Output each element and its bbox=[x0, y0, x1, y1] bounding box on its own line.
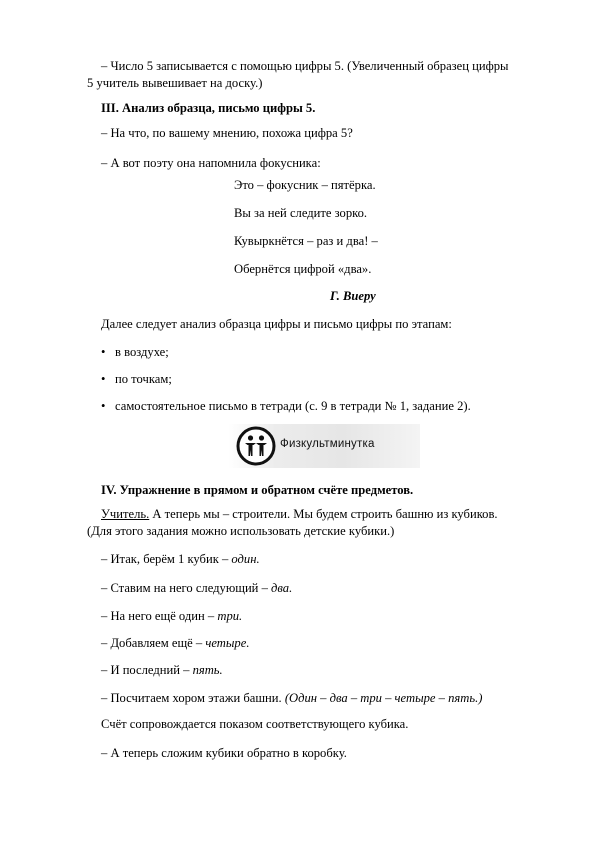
chorus-line bbox=[101, 691, 482, 706]
section-3-heading: III. Анализ образца, письмо цифры 5. bbox=[101, 101, 316, 115]
bullet-text: самостоятельное письмо в тетради (с. 9 в тетради № 1, задание 2). bbox=[115, 399, 471, 413]
question-line: – На что, по вашему мнению, похожа цифра 5? bbox=[101, 126, 353, 140]
bullet-symbol: • bbox=[101, 372, 106, 386]
count-step-3 bbox=[101, 609, 242, 624]
teacher-label: Учитель. bbox=[101, 507, 150, 521]
final-line: – А теперь сложим кубики обратно в коробку. bbox=[101, 746, 347, 760]
banner-label: Физкультминутка bbox=[280, 438, 375, 450]
note-line: Счёт сопровождается показом соответствующего кубика. bbox=[101, 717, 409, 731]
count-step-4 bbox=[101, 636, 249, 651]
bullet-symbol: • bbox=[101, 345, 106, 359]
bullet-text: в воздухе; bbox=[115, 345, 169, 359]
paragraph-line-2: 5 учитель вывешивает на доску.) bbox=[87, 76, 263, 90]
bullet-item-dots bbox=[101, 372, 172, 387]
step-answer: пять. bbox=[192, 663, 223, 677]
chorus-text: – Посчитаем хором этажи башни. bbox=[101, 691, 285, 705]
step-answer: один. bbox=[231, 552, 260, 566]
poem-line-2: Вы за ней следите зорко. bbox=[234, 206, 368, 220]
step-text: – И последний – bbox=[101, 663, 193, 677]
step-text: – Добавляем ещё – bbox=[101, 636, 206, 650]
poem-line-3: Кувыркнётся – раз и два! – bbox=[234, 234, 378, 248]
bullet-symbol: • bbox=[101, 399, 106, 413]
step-answer: два. bbox=[271, 581, 293, 595]
teacher-text: А теперь мы – строители. Мы будем строить башню из кубиков. bbox=[149, 507, 498, 521]
poem-line-1: Это – фокусник – пятёрка. bbox=[234, 178, 376, 192]
paragraph-line-1: – Число 5 записывается с помощью цифры 5. (Увеличенный образец цифры bbox=[101, 59, 509, 73]
bullet-item-notebook bbox=[101, 399, 471, 414]
count-step-1 bbox=[101, 552, 260, 567]
poem-line-4: Обернётся цифрой «два». bbox=[234, 262, 372, 276]
poet-intro-line: – А вот поэту она напомнила фокусника: bbox=[101, 156, 321, 170]
step-answer: три. bbox=[217, 609, 243, 623]
fizkultminutka-banner bbox=[228, 424, 420, 468]
step-text: – На него ещё один – bbox=[101, 609, 218, 623]
chorus-answer: (Один – два – три – четыре – пять.) bbox=[284, 691, 483, 705]
count-step-5 bbox=[101, 663, 223, 678]
teacher-line bbox=[101, 507, 498, 522]
teacher-line-2: (Для этого задания можно использовать детские кубики.) bbox=[87, 524, 395, 538]
poem-author: Г. Виеру bbox=[330, 289, 376, 303]
step-answer: четыре. bbox=[205, 636, 250, 650]
count-step-2 bbox=[101, 581, 292, 596]
bullet-text: по точкам; bbox=[115, 372, 172, 386]
section-4-heading: IV. Упражнение в прямом и обратном счёте предметов. bbox=[101, 483, 414, 497]
bullet-item-air bbox=[101, 345, 169, 360]
analysis-intro: Далее следует анализ образца цифры и письмо цифры по этапам: bbox=[101, 317, 452, 331]
two-people-circle-icon bbox=[236, 426, 276, 466]
step-text: – Ставим на него следующий – bbox=[101, 581, 272, 595]
step-text: – Итак, берём 1 кубик – bbox=[101, 552, 232, 566]
